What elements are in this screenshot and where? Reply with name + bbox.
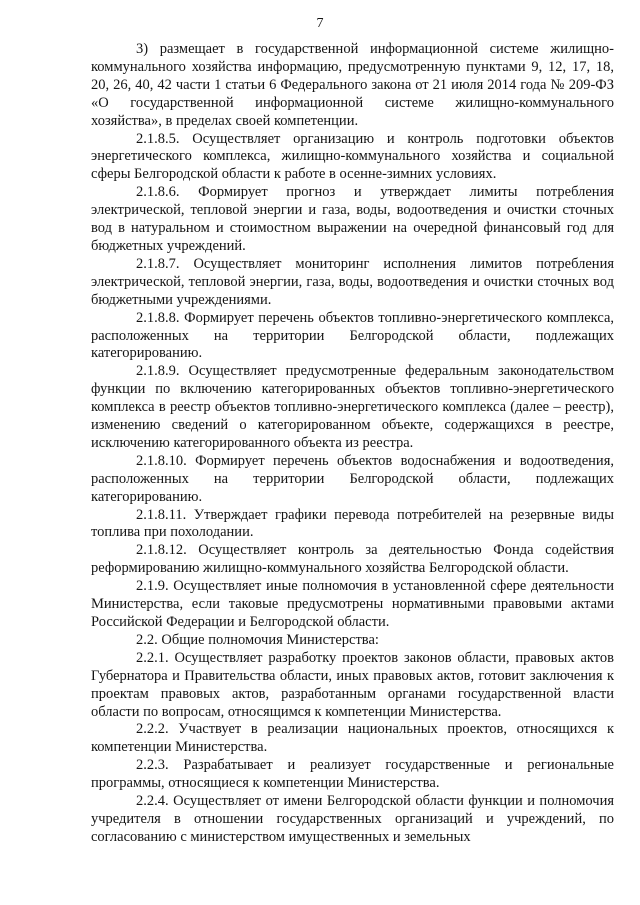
paragraph-2-2-4: 2.2.4. Осуществляет от имени Белгородской области функции и полномочия учредителя в отношении государственных организаций и учреждений, по согласованию с министерством имущественных и земельных — [91, 793, 614, 845]
paragraph-item-3: 3) размещает в государственной информационной системе жилищно-коммунального хозяйства информацию, предусмотренную пунктами 9, 12, 17, 18, 20, 26, 40, 42 части 1 статьи 6 Федерального закона от 21 июля 2014 года № 209-ФЗ «О государственной информационной системе жилищно-коммунального хозяйства», в пределах своей компетенции. — [91, 41, 614, 129]
paragraph-2-1-9: 2.1.9. Осуществляет иные полномочия в установленной сфере деятельности Министерства, если таковые предусмотрены нормативными правовыми актами Российской Федерации и Белгородской области. — [91, 578, 614, 630]
paragraph-2-1-8-9: 2.1.8.9. Осуществляет предусмотренные федеральным законодательством функции по включению категорированных объектов топливно-энергетического комплекса в реестр объектов топливно-энергетического комплекса (далее – реестр), изменению сведений о категорированном объекте, содержащихся в реестре, исключению категорированного объекта из реестра. — [91, 363, 614, 451]
page-number: 7 — [316, 16, 324, 31]
paragraph-2-1-8-7: 2.1.8.7. Осуществляет мониторинг исполнения лимитов потребления электрической, тепловой энергии, газа, воды, водоотведения и очистки сточных вод бюджетными учреждениями. — [91, 255, 614, 308]
paragraph-2-1-8-8: 2.1.8.8. Формирует перечень объектов топливно-энергетического комплекса, расположенных на территории Белгородской области, подлежащих категорированию. — [91, 309, 614, 362]
paragraph-2-1-8-6: 2.1.8.6. Формирует прогноз и утверждает лимиты потребления электрической, тепловой энергии и газа, воды, водоотведения и очистки сточных вод в натуральном и стоимостном выражении на очередной финансовый год для бюджетных учреждений. — [91, 184, 614, 254]
document-body — [91, 41, 614, 847]
paragraph-2-2-2: 2.2.2. Участвует в реализации национальных проектов, относящихся к компетенции Министерства. — [91, 721, 614, 756]
paragraph-2-1-8-11: 2.1.8.11. Утверждает графики перевода потребителей на резервные виды топлива при похолодании. — [91, 506, 614, 541]
paragraph-2-1-8-5: 2.1.8.5. Осуществляет организацию и контроль подготовки объектов энергетического комплекса, жилищно-коммунального хозяйства и социальной сферы Белгородской области к работе в осенне-зимних условиях. — [91, 130, 614, 183]
paragraph-2-2-1: 2.2.1. Осуществляет разработку проектов законов области, правовых актов Губернатора и Правительства области, иных правовых актов, готовит заключения к проектам правовых актов, разработанным органами государственной власти области по вопросам, относящимся к компетенции Министерства. — [91, 649, 614, 720]
paragraph-2-1-8-10: 2.1.8.10. Формирует перечень объектов водоснабжения и водоотведения, расположенных на территории Белгородской области, подлежащих категорированию. — [91, 452, 614, 505]
paragraph-2-2-3: 2.2.3. Разрабатывает и реализует государственные и региональные программы, относящиеся к компетенции Министерства. — [91, 757, 614, 792]
paragraph-2-1-8-12: 2.1.8.12. Осуществляет контроль за деятельностью Фонда содействия реформированию жилищно-коммунального хозяйства Белгородской области. — [91, 542, 614, 577]
paragraph-2-2: 2.2. Общие полномочия Министерства: — [136, 631, 379, 648]
